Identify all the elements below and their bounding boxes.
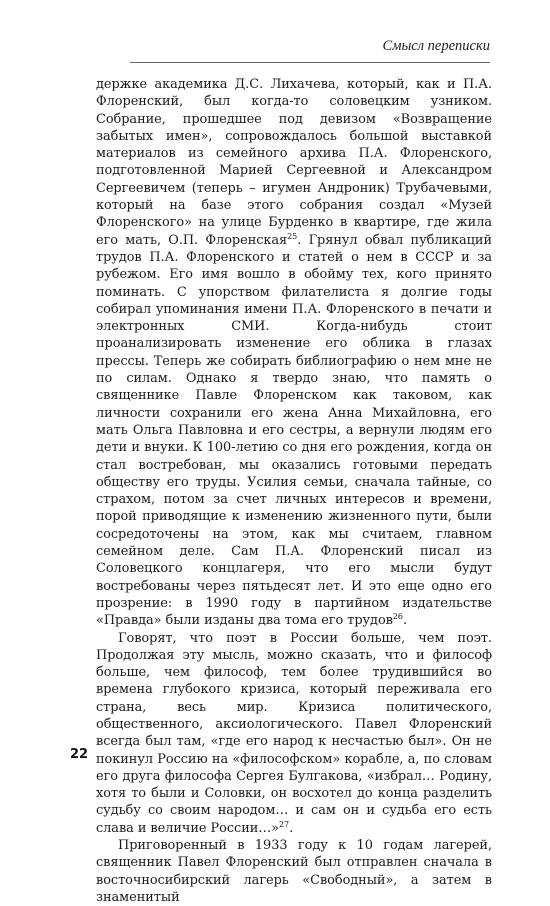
footnote-ref-25[interactable]: 25 bbox=[287, 231, 298, 241]
running-head: Смысл переписки bbox=[382, 38, 490, 54]
paragraph-text: держке академика Д.С. Лихачева, который, как и П.А. Флоренский, был когда-то соловецким узником. Собрание, прошедшее под девизом «Возвращение забытых имен», сопровождалось большой выставкой материалов из семейного архива П.А. Флоренского, подготовленной Марией Сергеевной и Александром Сергеевичем (теперь – игумен Андроник) Трубачевыми, который на базе этого собрания создал «Музей Флоренского» на улице Бурденко в квартире, где жила его мать, О.П. Флоренская bbox=[96, 77, 492, 248]
footnote-ref-26[interactable]: 26 bbox=[392, 612, 403, 622]
header-rule bbox=[130, 62, 490, 63]
paragraph-text: . bbox=[289, 820, 294, 836]
page-number: 22 bbox=[70, 747, 89, 762]
main-text bbox=[96, 76, 492, 906]
paragraph-text: Говорят, что поэт в России больше, чем поэт. Продолжая эту мысль, можно сказать, что и философ больше, чем философ, тем более трудившийся во времена глубокого кризиса, который переживала его страна, весь мир. Кризиса политического, общественного, аксиологического. Павел Флоренский всегда был там, «где его народ к несчастью был». Он не покинул Россию на «философском» корабле, а, по словам его друга философа Сергея Булгакова, «избрал… Родину, хотя то были и Соловки, он восхотел до конца разделить судьбу со своим народом… и сам он и судьба его есть слава и величие России…» bbox=[96, 630, 492, 836]
paragraph-text: Приговоренный в 1933 году к 10 годам лагерей, священник Павел Флоренский был отправлен сначала в восточносибирский лагерь «Свободный», а затем в знаменитый bbox=[96, 838, 492, 905]
paragraph-continued bbox=[96, 76, 492, 630]
paragraph bbox=[96, 837, 492, 906]
footnote-ref-27[interactable]: 27 bbox=[278, 819, 290, 829]
paragraph-text: . bbox=[402, 613, 408, 629]
paragraph-text: . Грянул обвал публикаций трудов П.А. Флоренского и статей о нем в СССР и за рубежом. Его имя вошло в обойму тех, кого принято поминать. С упорством филателиста я долгие годы собирал упоминания имени П.А. Флоренского в печати и электронных СМИ. Когда-нибудь стоит проанализировать изменение его облика в глазах прессы. Теперь же собирать библиографию о нем мне не по силам. Однако я твердо знаю, что память о священнике Павле Флоренском как таковом, как личности сохранили его жена Анна Михайловна, его мать Ольга Павловна и его сестры, а вернули людям его дети и внуки. К 100-летию со дня его рождения, когда он стал востребован, мы оказались готовыми передать обществу его труды. Усилия семьи, сначала тайные, со страхом, потом за счет личных интересов и времени, порой приводящие к изменению жизненного пути, были сосредоточены на этом, как мы считаем, главном семейном деле. Сам П.А. Флоренский писал из Соловецкого концлагеря, что его мысли будут востребованы через пятьдесят лет. И это еще одно его прозрение: в 1990 году в партийном издательстве «Правда» были изданы два тома его трудов bbox=[96, 232, 492, 629]
paragraph bbox=[96, 630, 492, 838]
